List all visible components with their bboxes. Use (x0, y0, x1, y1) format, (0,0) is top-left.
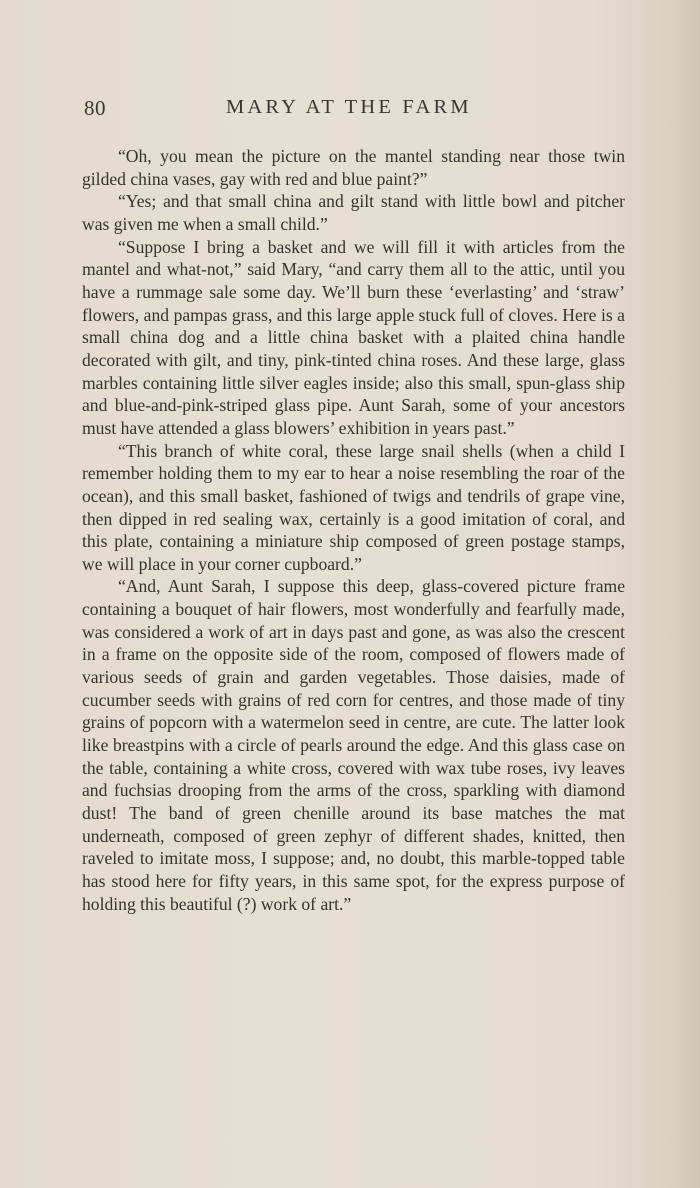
paragraph: “Suppose I bring a basket and we will fill it with articles from the mantel and what-not,” said Mary, “and carry them all to the attic, until you have a rummage sale some day. We’ll burn these ‘everlasting’ and ‘straw’ flowers, and pampas grass, and this large apple stuck full of cloves. Here is a small china dog and a little china basket with a plaited china handle decorated with gilt, and tiny, pink-tinted china roses. And these large, glass marbles containing little silver eagles inside; also this small, spun-glass ship and blue-and-pink-striped glass pipe. Aunt Sarah, some of your ancestors must have attended a glass blowers’ exhibition in years past.” (82, 236, 625, 438)
paragraph: “Oh, you mean the picture on the mantel standing near those twin gilded china vases, gay with red and blue paint?” (82, 146, 625, 189)
paragraph: “And, Aunt Sarah, I suppose this deep, glass-covered picture frame containing a bouquet of hair flowers, most wonderfully and fearfully made, was considered a work of art in days past and gone, as was also the crescent in a frame on the opposite side of the room, composed of flowers made of various seeds of grain and garden vegetables. Those daisies, made of cucumber seeds with grains of red corn for centres, and those made of tiny grains of popcorn with a watermelon seed in centre, are cute. The latter look like breastpins with a circle of pearls around the edge. And this glass case on the table, containing a white cross, covered with wax tube roses, ivy leaves and fuchsias drooping from the arms of the cross, sparkling with diamond dust! The band of green chenille around its base matches the mat underneath, composed of green zephyr of different shades, knitted, then raveled to imitate moss, I suppose; and, no doubt, this marble-topped table has stood here for fifty years, in this same spot, for the express purpose of holding this beautiful (?) work of art.” (82, 576, 625, 914)
paragraph: “Yes; and that small china and gilt stand with little bowl and pitcher was given me when a small child.” (82, 191, 625, 234)
page-number: 80 (84, 96, 106, 120)
running-head (0, 96, 700, 126)
body-text (82, 145, 625, 915)
running-title: MARY AT THE FARM (226, 96, 472, 118)
paragraph: “This branch of white coral, these large snail shells (when a child I remember holding them to my ear to hear a noise resembling the roar of the ocean), and this small basket, fashioned of twigs and tendrils of grape vine, then dipped in red sealing wax, certainly is a good imitation of coral, and this plate, containing a miniature ship composed of green postage stamps, we will place in your corner cupboard.” (82, 440, 625, 574)
